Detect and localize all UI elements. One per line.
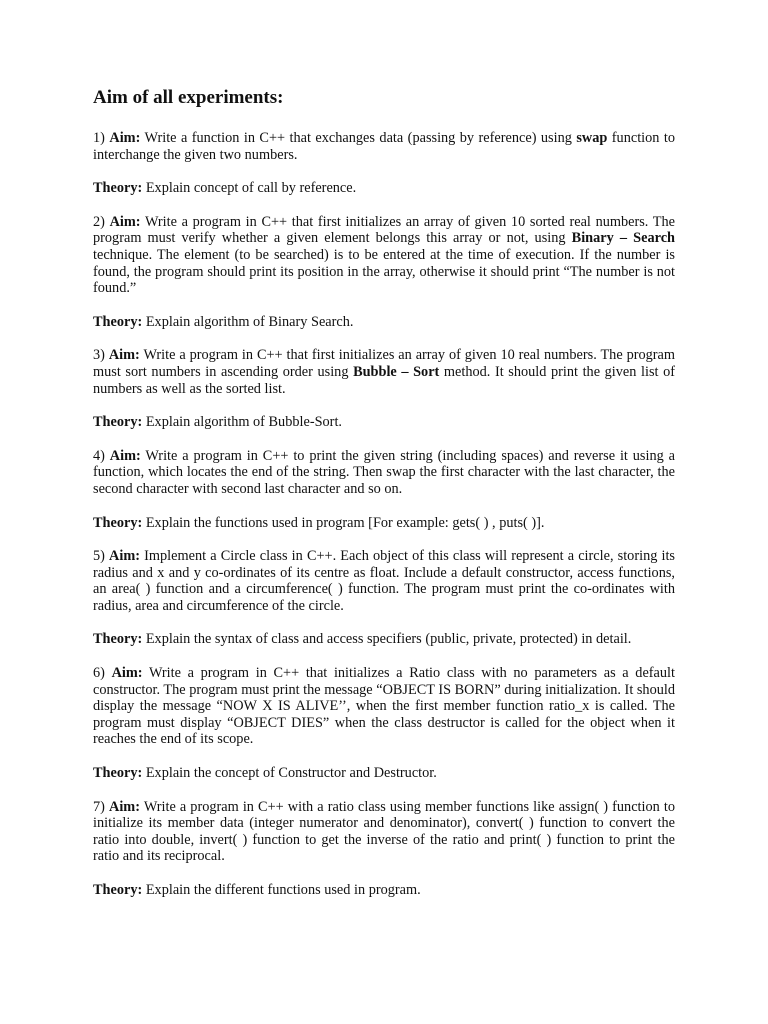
experiment-number: 4) [93, 447, 110, 464]
aim-label: Aim: [109, 548, 141, 565]
experiment-number: 6) [93, 665, 112, 682]
aim-text: Implement a Circle class in C++. Each object of this class will represent a circle, storing its radius and x and y co-ordinates of its centre as float. Include a default constructor, access functions, an area( ) function and a circumference( ) function. The program must print the co-ordinates with radius, area and circumference of the circle. [93, 548, 676, 614]
theory-text: Explain concept of call by reference. [145, 180, 357, 197]
theory-label: Theory: [93, 180, 143, 197]
theory-label: Theory: [93, 313, 143, 330]
theory-text: Explain algorithm of Bubble-Sort. [145, 414, 342, 431]
theory-paragraph [93, 180, 675, 197]
aim-text: Bubble – Sort [353, 363, 440, 380]
aim-label: Aim: [109, 213, 141, 230]
theory-paragraph [93, 314, 675, 331]
aim-label: Aim: [111, 665, 143, 682]
aim-paragraph [93, 665, 675, 748]
theory-label: Theory: [93, 882, 143, 898]
aim-text: Write a program in C++ to print the given string (including spaces) and reverse it using a function, which locates the end of the string. Then swap the first character with the last character, the second character with second last character and so on. [93, 447, 675, 497]
aim-paragraph [93, 448, 675, 498]
aim-text: Binary – Search [571, 230, 675, 247]
experiment-number: 1) [93, 130, 110, 146]
theory-paragraph [93, 765, 675, 782]
theory-paragraph [93, 515, 675, 532]
aim-paragraph [93, 130, 675, 163]
theory-text: Explain the different functions used in program. [145, 882, 421, 898]
theory-paragraph [93, 414, 675, 431]
aim-text: Write a program in C++ with a ratio class using member functions like assign( ) function to initialize its member data (integer numerator and denominator), convert( ) function to convert the ratio into double, invert( ) function to get the inverse of the ratio and print( ) function to print the ratio and its reciprocal. [93, 798, 675, 865]
theory-label: Theory: [93, 765, 143, 782]
experiment-number: 5) [93, 548, 110, 565]
aim-text: function to interchange the given two numbers. [93, 130, 676, 163]
theory-text: Explain the concept of Constructor and Destructor. [145, 765, 437, 782]
aim-paragraph [93, 548, 675, 614]
theory-paragraph [93, 882, 675, 899]
aim-paragraph [93, 214, 675, 297]
aim-paragraph [93, 799, 675, 865]
theory-label: Theory: [93, 514, 143, 531]
experiment-number: 2) [93, 213, 110, 230]
aim-text: Write a program in C++ that initializes a Ratio class with no parameters as a default constructor. The program must print the message “OBJECT IS BORN” during initialization. It should display the message “NOW X IS ALIVE’’, when the first member function ratio_x is called. The program must display “OBJECT DIES” when the class destructor is called for the object when it reaches the end of its scope. [93, 665, 675, 748]
aim-text: technique. The element (to be searched) is to be entered at the time of execution. If the number is found, the program should print its position in the array, otherwise it should print “The number is not found.” [93, 246, 675, 297]
aim-text: Write a function in C++ that exchanges data (passing by reference) using [144, 130, 577, 146]
aim-text: swap [576, 130, 608, 146]
theory-label: Theory: [93, 631, 143, 648]
aim-paragraph [93, 347, 675, 397]
aim-text: Write a program in C++ that first initializes an array of given 10 real numbers. The program must sort numbers in ascending order using [93, 347, 676, 380]
theory-text: Explain algorithm of Binary Search. [145, 313, 354, 330]
experiment-number: 7) [93, 798, 109, 815]
theory-label: Theory: [93, 414, 143, 431]
experiment-number: 3) [93, 347, 109, 364]
theory-paragraph [93, 631, 675, 648]
aim-label: Aim: [109, 798, 140, 815]
page-title: Aim of all experiments: [93, 87, 284, 108]
aim-label: Aim: [108, 347, 140, 364]
aim-text: method. It should print the given list of numbers as well as the sorted list. [93, 363, 675, 397]
theory-text: Explain the functions used in program [For example: gets( ) , puts( )]. [145, 514, 545, 531]
aim-text: Write a program in C++ that first initializes an array of given 10 sorted real numbers. The program must verify whether a given element belongs this array or not, using [93, 213, 675, 247]
aim-label: Aim: [109, 130, 141, 146]
aim-label: Aim: [109, 447, 141, 464]
theory-text: Explain the syntax of class and access specifiers (public, private, protected) in detail. [145, 631, 632, 648]
experiments-list [93, 130, 675, 899]
